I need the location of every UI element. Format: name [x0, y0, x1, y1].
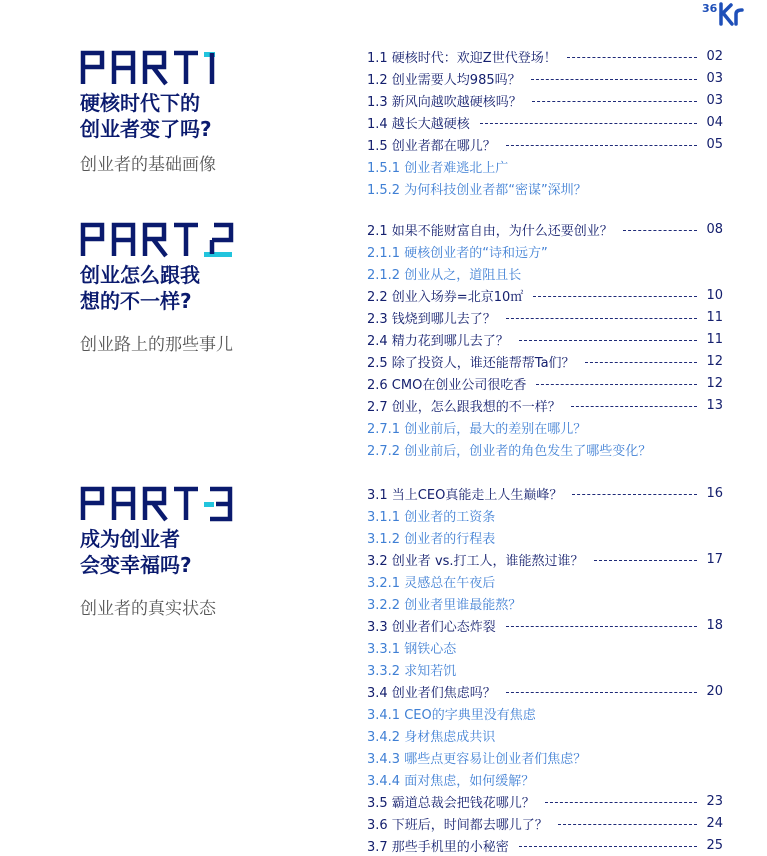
toc-item-title: 2.5 除了投资人，谁还能帮帮Ta们？ — [367, 355, 575, 371]
toc-leader-dots — [533, 296, 697, 297]
toc-item-title: 3.1.2 创业者的行程表 — [367, 531, 496, 547]
toc-item-title: 1.2 创业需要人均985吗？ — [367, 72, 521, 88]
toc-item[interactable] — [367, 548, 723, 570]
toc-item-title: 3.3.2 求知若饥 — [367, 663, 457, 679]
toc-item-title: 3.2 创业者 vs.打工人，谁能熬过谁？ — [367, 553, 584, 569]
toc-item[interactable] — [367, 218, 723, 240]
toc-item-title: 3.4.2 身材焦虑成共识 — [367, 729, 496, 745]
toc-leader-dots — [531, 79, 697, 80]
toc-leader-dots — [558, 824, 697, 825]
part-2 — [80, 222, 350, 355]
toc-leader-dots — [571, 406, 697, 407]
toc-item[interactable] — [367, 240, 723, 262]
toc-item-title: 2.1 如果不能财富自由，为什么还要创业？ — [367, 223, 613, 239]
toc-leader-dots — [536, 384, 697, 385]
toc-item-page: 04 — [706, 114, 723, 130]
toc-item-page: 03 — [706, 70, 723, 86]
toc-item-page: 25 — [706, 837, 723, 853]
svg-text:36: 36 — [702, 2, 718, 15]
part-3-title: 成为创业者 会变幸福吗? — [80, 527, 192, 577]
toc-item[interactable] — [367, 45, 723, 67]
toc-item-title: 1.5.2 为何科技创业者都“密谋”深圳？ — [367, 182, 587, 198]
toc-item[interactable] — [367, 89, 723, 111]
toc-item-page: 20 — [706, 683, 723, 699]
toc-item-title: 3.4.1 CEO的字典里没有焦虑 — [367, 707, 536, 723]
toc-leader-dots — [623, 230, 697, 231]
part-1 — [80, 50, 350, 180]
toc-leader-dots — [519, 340, 697, 341]
toc-item-page: 12 — [706, 353, 723, 369]
toc-item-page: 23 — [706, 793, 723, 809]
toc-item-title: 1.5 创业者都在哪儿？ — [367, 138, 496, 154]
toc-item-title: 3.7 那些手机里的小秘密 — [367, 839, 509, 855]
part-3-subtitle: 创业者的真实状态 — [80, 599, 216, 619]
toc-item-page: 13 — [706, 397, 723, 413]
part-2-title: 创业怎么跟我 想的不一样? — [80, 263, 200, 313]
toc-leader-dots — [506, 318, 697, 319]
toc-item[interactable] — [367, 284, 723, 306]
toc-item[interactable] — [367, 658, 723, 680]
toc-item[interactable] — [367, 133, 723, 155]
toc-item-page: 10 — [706, 287, 723, 303]
toc-item-title: 2.1.1 硬核创业者的“诗和远方” — [367, 245, 548, 261]
toc-item[interactable] — [367, 177, 723, 199]
toc-leader-dots — [594, 560, 697, 561]
toc-leader-dots — [506, 145, 697, 146]
toc-item-title: 2.7.2 创业前后，创业者的角色发生了哪些变化？ — [367, 443, 652, 459]
toc-item-page: 12 — [706, 375, 723, 391]
part-1-subtitle: 创业者的基础画像 — [80, 155, 216, 175]
part-3-accent — [204, 502, 214, 507]
toc-item[interactable] — [367, 746, 723, 768]
toc-item-page: 05 — [706, 136, 723, 152]
toc-item-title: 1.1 硬核时代：欢迎Z世代登场！ — [367, 50, 557, 66]
toc-item[interactable] — [367, 636, 723, 658]
toc-item-title: 3.6 下班后，时间都去哪儿了？ — [367, 817, 548, 833]
toc-item-title: 2.7 创业，怎么跟我想的不一样？ — [367, 399, 561, 415]
toc-item-title: 2.2 创业入场券=北京10㎡ — [367, 289, 524, 305]
toc-item[interactable] — [367, 702, 723, 724]
toc-item-title: 3.1.1 创业者的工资条 — [367, 509, 496, 525]
toc-leader-dots — [572, 494, 697, 495]
toc-item[interactable] — [367, 614, 723, 636]
toc-item-title: 3.4 创业者们焦虑吗？ — [367, 685, 496, 701]
toc-leader-dots — [567, 57, 697, 58]
toc-item-title: 3.5 霸道总裁会把钱花哪儿？ — [367, 795, 535, 811]
toc-item[interactable] — [367, 262, 723, 284]
toc-item-title: 2.4 精力花到哪儿去了？ — [367, 333, 509, 349]
toc-item[interactable] — [367, 306, 723, 328]
part-2-label — [80, 222, 240, 258]
toc-item[interactable] — [367, 394, 723, 416]
part-2-accent — [204, 252, 232, 257]
toc-item-page: 08 — [706, 221, 723, 237]
toc-item[interactable] — [367, 724, 723, 746]
toc-leader-dots — [545, 802, 697, 803]
toc-item[interactable] — [367, 812, 723, 834]
toc-item-title: 3.3 创业者们心态炸裂 — [367, 619, 496, 635]
table-of-contents — [367, 0, 723, 854]
toc-item-title: 3.3.1 钢铁心态 — [367, 641, 457, 657]
toc-leader-dots — [506, 692, 697, 693]
toc-item-page: 11 — [706, 309, 723, 325]
toc-item[interactable] — [367, 155, 723, 177]
toc-item[interactable] — [367, 768, 723, 790]
toc-item-title: 1.5.1 创业者难逃北上广 — [367, 160, 509, 176]
toc-item[interactable] — [367, 416, 723, 438]
toc-item-page: 24 — [706, 815, 723, 831]
toc-item-title: 2.7.1 创业前后，最大的差别在哪儿？ — [367, 421, 587, 437]
toc-item-title: 1.4 越长大越硬核 — [367, 116, 470, 132]
toc-leader-dots — [585, 362, 697, 363]
toc-item[interactable] — [367, 328, 723, 350]
toc-item-title: 2.1.2 创业从之，道阻且长 — [367, 267, 522, 283]
toc-item[interactable] — [367, 680, 723, 702]
toc-leader-dots — [506, 626, 697, 627]
toc-item[interactable] — [367, 834, 723, 856]
toc-item[interactable] — [367, 350, 723, 372]
part-1-title: 硬核时代下的 创业者变了吗? — [80, 91, 212, 141]
toc-item[interactable] — [367, 570, 723, 592]
toc-leader-dots — [480, 123, 697, 124]
toc-item-title: 3.4.4 面对焦虑，如何缓解？ — [367, 773, 535, 789]
part-3 — [80, 486, 350, 619]
toc-item[interactable] — [367, 592, 723, 614]
toc-item-title: 3.4.3 哪些点更容易让创业者们焦虑？ — [367, 751, 587, 767]
toc-item-title: 3.2.1 灵感总在午夜后 — [367, 575, 496, 591]
toc-item[interactable] — [367, 438, 723, 460]
toc-item-page: 17 — [706, 551, 723, 567]
part-2-subtitle: 创业路上的那些事儿 — [80, 335, 233, 355]
toc-item-page: 18 — [706, 617, 723, 633]
toc-item-page: 03 — [706, 92, 723, 108]
part-1-label — [80, 50, 240, 86]
toc-item-page: 02 — [706, 48, 723, 64]
toc-leader-dots — [519, 846, 697, 847]
toc-item[interactable] — [367, 504, 723, 526]
toc-item[interactable] — [367, 482, 723, 504]
toc-item-title: 1.3 新风向越吹越硬核吗？ — [367, 94, 522, 110]
toc-item-title: 3.1 当上CEO真能走上人生巅峰？ — [367, 487, 563, 503]
part-3-label — [80, 486, 240, 522]
toc-item-title: 2.6 CMO在创业公司很吃香 — [367, 377, 527, 393]
toc-item[interactable] — [367, 372, 723, 394]
toc-item[interactable] — [367, 111, 723, 133]
toc-leader-dots — [532, 101, 697, 102]
toc-item[interactable] — [367, 790, 723, 812]
toc-item-title: 2.3 钱烧到哪儿去了？ — [367, 311, 496, 327]
toc-item[interactable] — [367, 526, 723, 548]
toc-item-page: 11 — [706, 331, 723, 347]
toc-item[interactable] — [367, 67, 723, 89]
toc-item-page: 16 — [706, 485, 723, 501]
toc-item-title: 3.2.2 创业者里谁最能熬？ — [367, 597, 522, 613]
